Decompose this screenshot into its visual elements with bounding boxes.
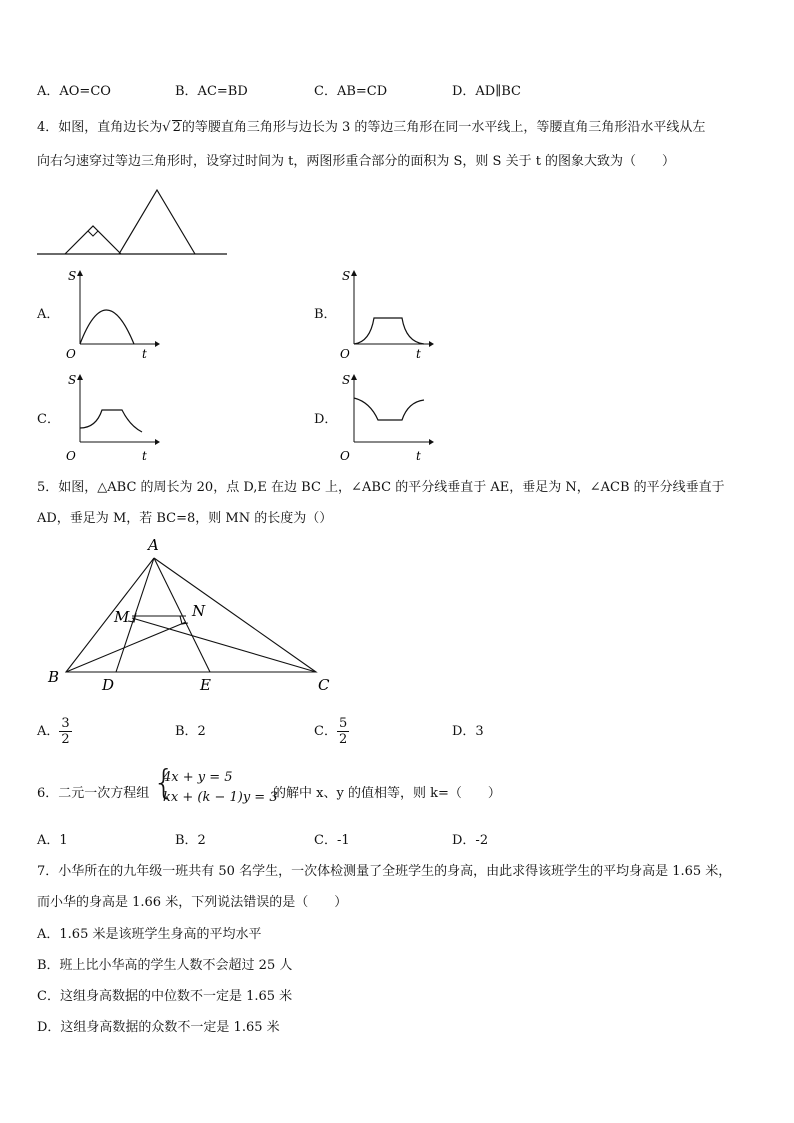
brace-icon: {	[153, 763, 175, 803]
fraction-denominator: 2	[338, 732, 348, 747]
q6-option-b: B．2	[175, 833, 206, 848]
q5-option-a-label: A．	[37, 724, 60, 739]
axis-t-label: t	[142, 449, 147, 463]
fraction-numerator: 3	[61, 716, 70, 731]
q4-graph-a	[60, 268, 160, 360]
fraction-5-2	[337, 716, 349, 747]
q7-option-b: B．班上比小华高的学生人数不会超过 25 人	[37, 958, 293, 973]
label-a: A	[148, 536, 159, 554]
q6-prefix: 6．二元一次方程组	[37, 786, 150, 801]
q5-option-c	[314, 714, 349, 750]
origin-label: O	[66, 347, 76, 360]
q6-suffix: 的解中 x、y 的值相等，则 k=（ ）	[273, 786, 501, 801]
equilateral-triangle	[119, 190, 195, 254]
sqrt-radicand: 2	[172, 120, 181, 135]
q4-stem-part2: 的等腰直角三角形与边长为 3 的等边三角形在同一水平线上，等腰直角三角形沿水平线从左	[181, 120, 706, 135]
q4-stem-line2: 向右匀速穿过等边三角形时，设穿过时间为 t，两图形重合部分的面积为 S，则 S 关于 t 的图象大致为（ ）	[37, 154, 676, 169]
right-angle-mark	[88, 231, 98, 236]
fraction-3-2	[59, 716, 71, 747]
q5-stem-line1: 5．如图，△ABC 的周长为 20，点 D,E 在边 BC 上，∠ABC 的平分线垂直于 AE，垂足为 N，∠ACB 的平分线垂直于	[37, 480, 725, 495]
q5-option-a	[37, 714, 72, 750]
label-n: N	[192, 602, 206, 620]
fraction-numerator: 5	[338, 716, 348, 731]
q4-graph-b	[334, 268, 434, 360]
q3-option-c: C．AB=CD	[314, 84, 388, 99]
q5-stem-line2: AD，垂足为 M，若 BC=8，则 MN 的长度为（）	[37, 511, 333, 526]
origin-label: O	[66, 449, 76, 463]
fraction-denominator: 2	[61, 732, 70, 747]
sqrt-sign: √	[162, 120, 171, 135]
q4-stem-line1	[37, 119, 705, 137]
q5-option-c-label: C．	[314, 724, 337, 739]
q4-option-b-label: B．	[314, 307, 337, 322]
q6-equation-system	[153, 763, 278, 810]
bisector-b	[66, 622, 186, 672]
q4-option-c-label: C．	[37, 412, 60, 427]
axis-s-label: S	[342, 373, 351, 387]
q6-option-a: A．1	[37, 833, 68, 848]
axis-t-label: t	[416, 449, 421, 463]
q5-option-d: D．3	[452, 724, 484, 739]
q4-option-a-label: A．	[37, 307, 60, 322]
q5-option-b: B．2	[175, 724, 206, 739]
q7-option-d: D．这组身高数据的众数不一定是 1.65 米	[37, 1020, 280, 1035]
q7-stem-line2: 而小华的身高是 1.66 米，下列说法错误的是（ ）	[37, 895, 348, 910]
label-b: B	[48, 668, 60, 686]
q6-option-c: C．-1	[314, 833, 350, 848]
label-m: M	[114, 608, 130, 626]
q6-option-d: D．-2	[452, 833, 489, 848]
axis-s-label: S	[68, 373, 77, 387]
axis-t-label: t	[142, 347, 147, 360]
q3-option-d: D．AD∥BC	[452, 84, 521, 99]
axis-s-label: S	[68, 269, 77, 283]
q5-triangle-figure	[40, 530, 340, 696]
label-c: C	[318, 676, 330, 694]
origin-label: O	[340, 347, 350, 360]
q4-graph-d	[334, 372, 434, 464]
q7-stem-line1: 7．小华所在的九年级一班共有 50 名学生，一次体检测量了全班学生的身高，由此求得该班学生的平均身高是 1.65 米，	[37, 864, 732, 879]
label-d: D	[102, 676, 115, 694]
q7-option-a: A．1.65 米是该班学生身高的平均水平	[37, 927, 262, 942]
equation-2: kx + (k − 1)y = 3	[163, 790, 278, 805]
q3-option-a: A．AO=CO	[37, 84, 111, 99]
label-e: E	[200, 676, 211, 694]
isosceles-right-triangle	[65, 226, 121, 254]
q4-triangles-figure	[37, 186, 237, 258]
bisector-c	[132, 618, 316, 672]
triangle-abc	[66, 558, 316, 672]
origin-label: O	[340, 449, 350, 463]
q7-option-c: C．这组身高数据的中位数不一定是 1.65 米	[37, 989, 293, 1004]
q3-option-b: B．AC=BD	[175, 84, 248, 99]
q4-graph-c	[60, 372, 160, 464]
equation-1: 4x + y = 5	[163, 770, 233, 785]
axis-s-label: S	[342, 269, 351, 283]
axis-t-label: t	[416, 347, 421, 360]
q4-option-d-label: D．	[314, 412, 338, 427]
q4-stem-part1: 4．如图，直角边长为	[37, 120, 163, 135]
